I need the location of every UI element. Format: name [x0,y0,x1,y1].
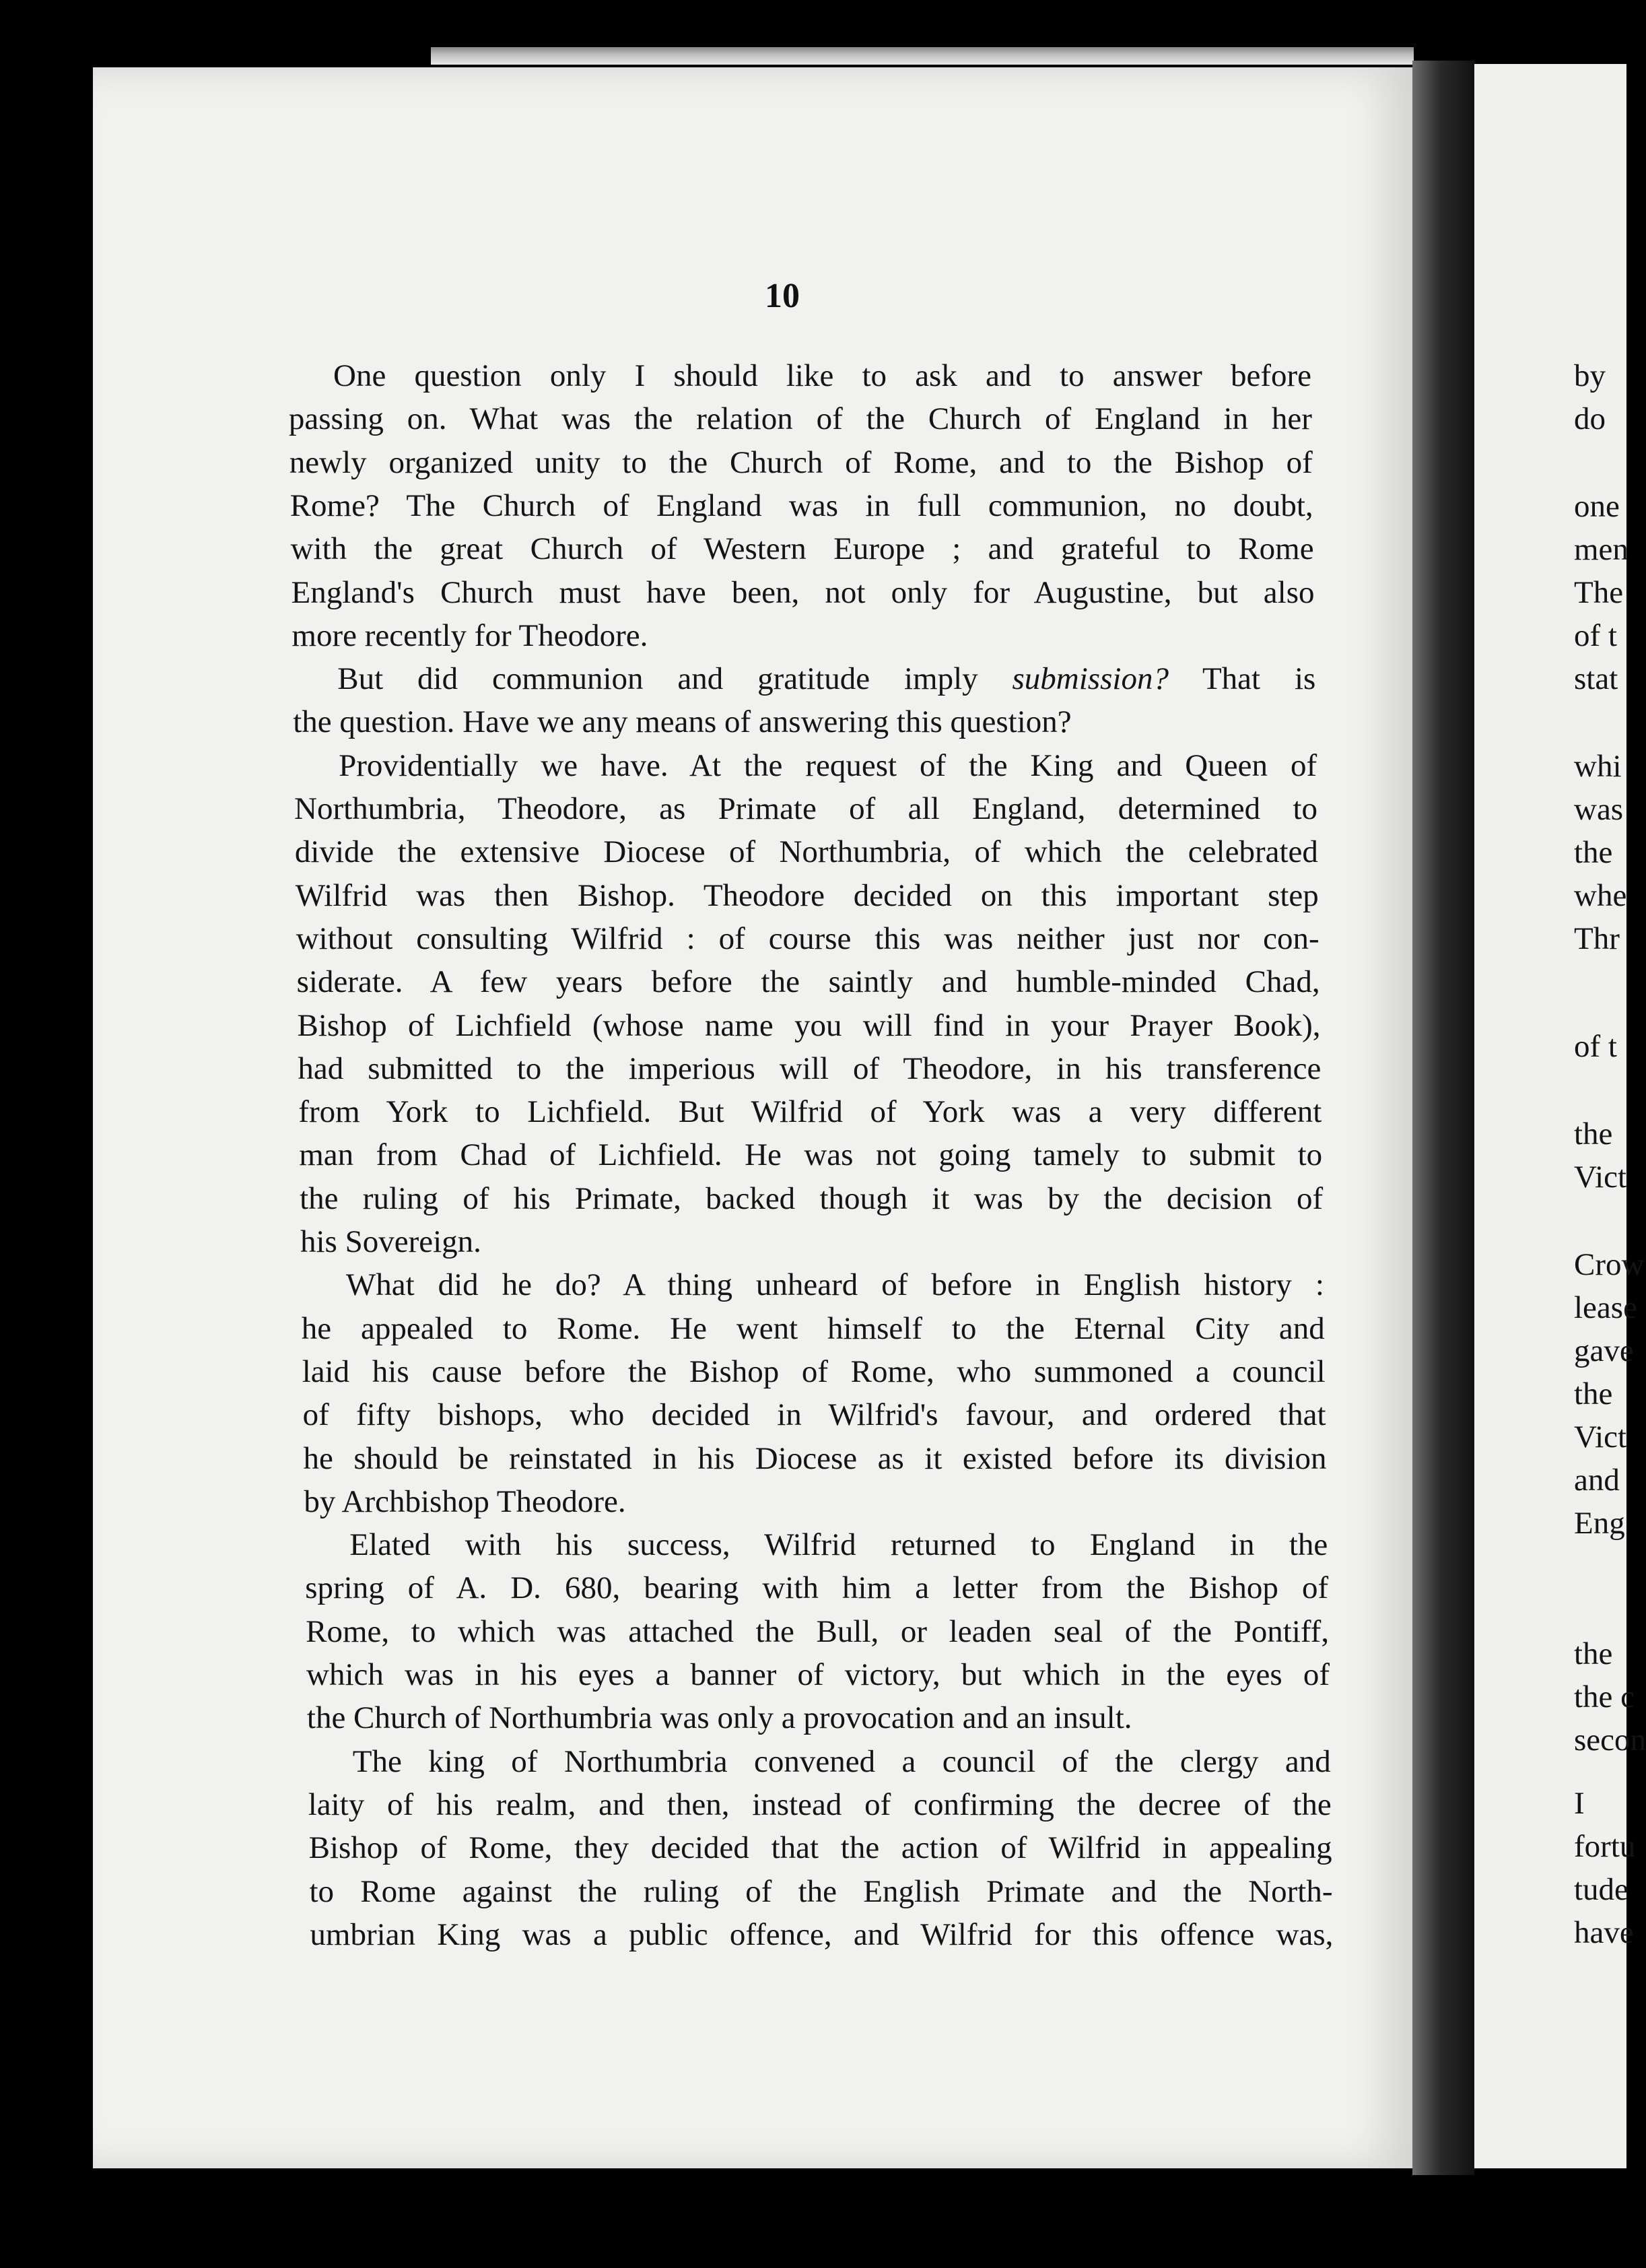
right-page-fragment: Thr [1574,921,1620,956]
body-text-line: of fifty bishops, who decided in Wilfrid's favour, and ordered that [302,1397,1326,1433]
body-text-line: Rome, to which was attached the Bull, or leaden seal of the Pontiff, [306,1613,1330,1649]
body-text-line: from York to Lichfield. But Wilfrid of York was a very different [298,1094,1322,1130]
right-page-fragment: by [1574,358,1606,393]
body-text-line: Bishop of Lichfield (whose name you will find in your Prayer Book), [297,1007,1321,1043]
right-page-fragment: I [1574,1786,1585,1821]
right-page-fragment: Eng [1574,1506,1625,1541]
right-page-fragment: the c [1574,1679,1635,1714]
body-text-line: Rome? The Church of England was in full communion, no doubt, [289,488,1313,523]
body-text-line: newly organized unity to the Church of Rome, and to the Bishop of [289,444,1313,480]
italic-emphasis: submission? [1012,661,1169,697]
body-text-line: Wilfrid was then Bishop. Theodore decided on this important step [295,877,1319,913]
body-text-line: umbrian King was a public offence, and Wilfrid for this offence was, [310,1916,1334,1952]
body-text-line: The king of Northumbria convened a council of the clergy and [352,1743,1331,1779]
right-page-fragment: the [1574,1376,1613,1411]
right-page-fragment: fortu [1574,1829,1636,1864]
body-text-line: had submitted to the imperious will of Theodore, in his transference [298,1050,1322,1086]
body-text-line: the Church of Northumbria was only a provocation and an insult. [306,1700,1132,1736]
right-page-fragment: lease [1574,1290,1637,1325]
body-text-line: Providentially we have. At the request of the King and Queen of [339,747,1317,783]
body-text-line: spring of A. D. 680, bearing with him a letter from the Bishop of [305,1570,1329,1606]
body-text-line: Elated with his success, Wilfrid returned to England in the [349,1527,1328,1563]
right-page-fragment: of t [1574,1029,1617,1064]
body-text-line: England's Church must have been, not only for Augustine, but also [291,574,1315,610]
right-page-fragment: Vict [1574,1160,1627,1195]
body-text-line: his Sovereign. [300,1224,481,1259]
right-page-fragment: Crow [1574,1247,1645,1282]
body-text-line: passing on. What was the relation of the Church of England in her [288,401,1312,437]
body-text-line: the question. Have we any means of answering this question? [293,704,1072,740]
right-page-fragment: tude [1574,1872,1628,1907]
body-text-line: he should be reinstated in his Diocese as it existed before its division [303,1440,1327,1476]
body-text-line: One question only I should like to ask and to answer before [333,358,1311,393]
body-text-line: which was in his eyes a banner of victory, but which in the eyes of [306,1657,1330,1692]
body-text-line: by Archbishop Theodore. [304,1483,626,1519]
right-page-fragment: do [1574,401,1606,436]
body-text-line: laid his cause before the Bishop of Rome, who summoned a council [302,1354,1326,1389]
body-text-line: he appealed to Rome. He went himself to the Eternal City and [301,1310,1325,1346]
body-text-line: What did he do? A thing unheard of before in English history : [345,1267,1324,1303]
right-page-fragment: was [1574,792,1624,827]
body-text-line: siderate. A few years before the saintly and humble-minded Chad, [296,964,1320,1000]
body-text-line: without consulting Wilfrid : of course this was neither just nor con- [296,921,1319,956]
page-number: 10 [765,277,800,315]
right-page-fragment: the [1574,835,1613,870]
body-text-line: with the great Church of Western Europe ; and grateful to Rome [290,531,1314,567]
right-page-fragment: whe [1574,878,1627,913]
right-page-fragment: Vict [1574,1420,1627,1455]
right-page-fragment: secon [1574,1723,1646,1758]
body-text-line: Bishop of Rome, they decided that the action of Wilfrid in appealing [308,1830,1332,1866]
body-text-line: But did communion and gratitude imply submission? That is [337,661,1316,697]
body-text-line: divide the extensive Diocese of Northumbria, of which the celebrated [294,834,1318,870]
right-page-fragment: one [1574,489,1620,524]
body-text-line: more recently for Theodore. [292,618,648,653]
right-page-fragment: whi [1574,749,1622,784]
body-text-line: man from Chad of Lichfield. He was not going tamely to submit to [299,1137,1323,1173]
right-page-fragment: gave [1574,1333,1634,1368]
body-text-line: laity of his realm, and then, instead of confirming the decree of the [308,1787,1332,1822]
right-page-fragment: and [1574,1463,1620,1498]
body-text-line: Northumbria, Theodore, as Primate of all England, determined to [294,791,1317,826]
right-page-fragment: men [1574,532,1628,567]
right-page-fragment: have [1574,1915,1634,1950]
right-page-fragment: the [1574,1636,1613,1671]
right-page-fragment: The [1574,575,1624,610]
body-text-line: the ruling of his Primate, backed though it was by the decision of [300,1180,1324,1216]
body-text-line: to Rome against the ruling of the English Primate and the North- [309,1873,1333,1909]
right-page-fragment: stat [1574,661,1618,696]
right-page-fragment: of t [1574,618,1617,653]
right-page-fragment: the [1574,1116,1613,1152]
